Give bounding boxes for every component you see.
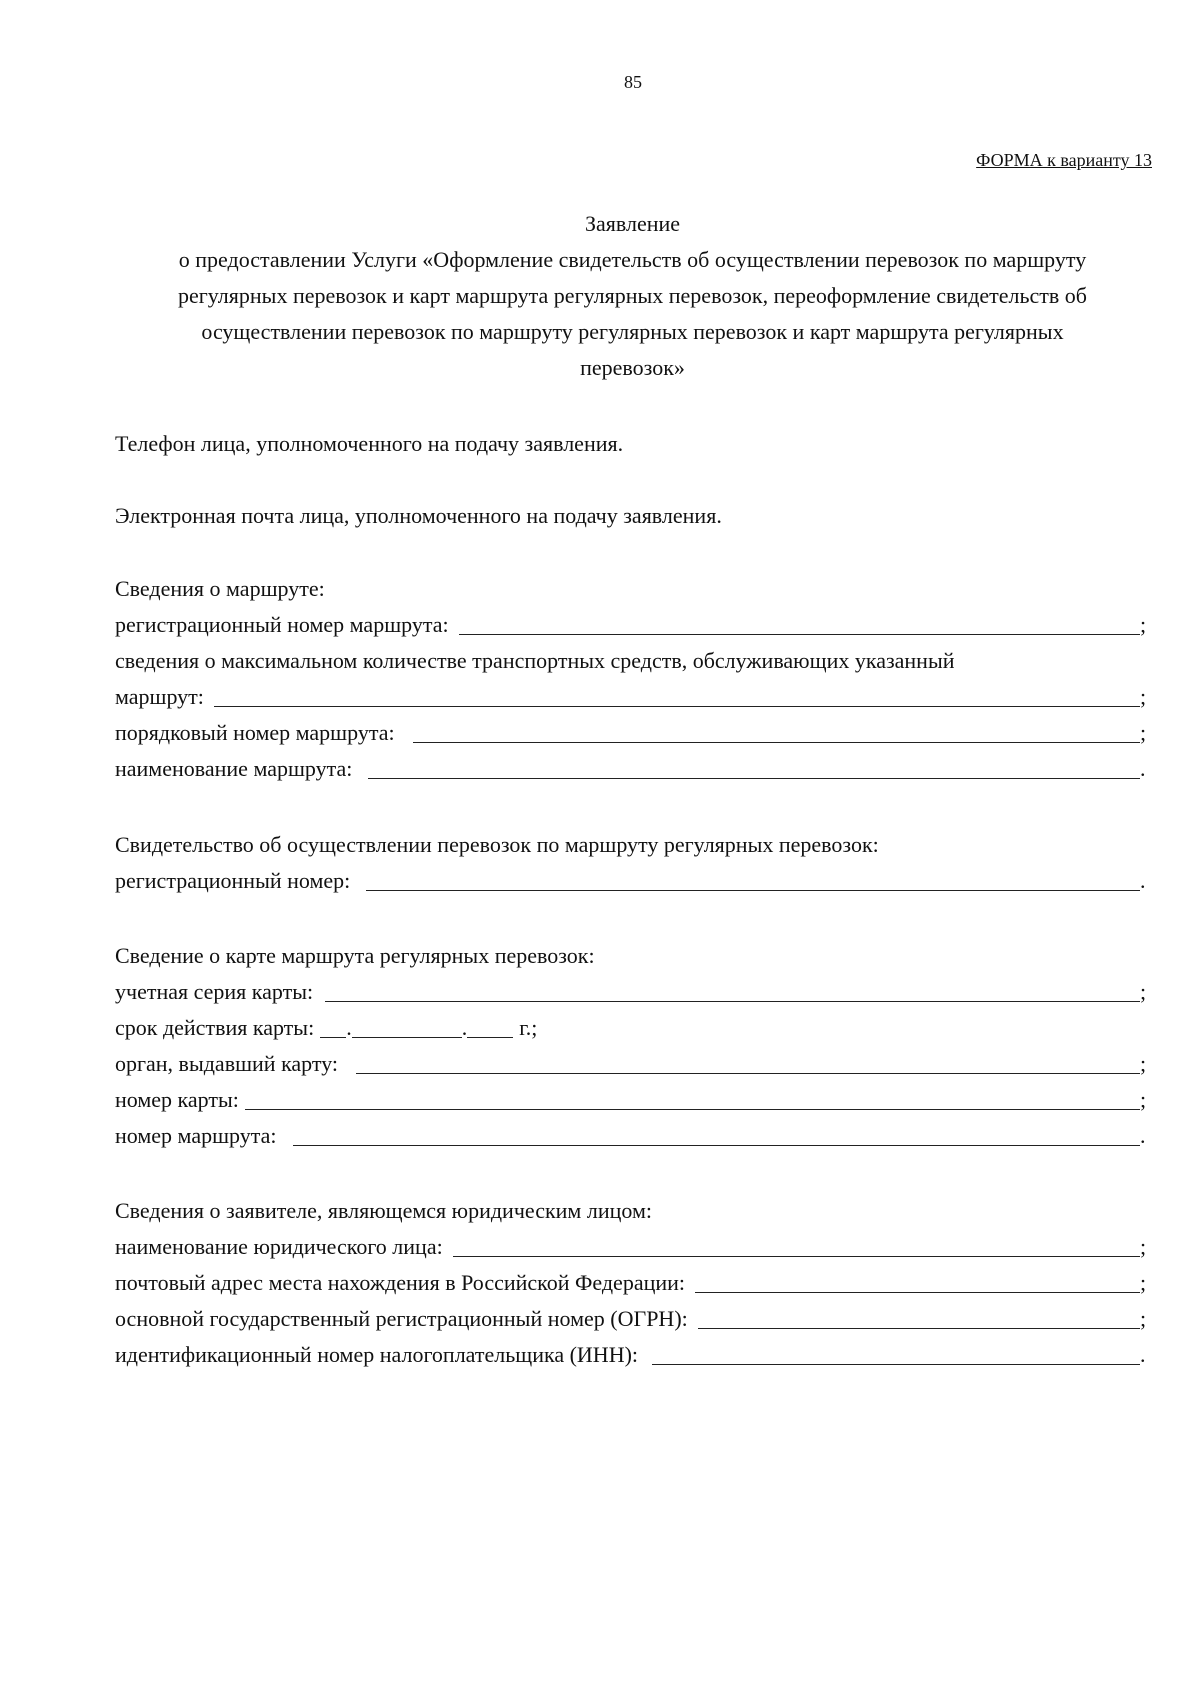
certificate-reg-number-label: регистрационный номер:: [115, 868, 351, 893]
route-name-field[interactable]: [368, 778, 1140, 779]
card-issuer-label: орган, выдавший карту:: [115, 1051, 339, 1076]
max-vehicles-label: сведения о максимальном количестве транспортных средств, обслуживающих указанный: [115, 648, 955, 673]
semicolon: ;: [1140, 720, 1147, 745]
semicolon: ;: [1140, 1087, 1147, 1112]
heading-line: осуществлении перевозок по маршруту регулярных перевозок и карт маршрута регулярных: [201, 319, 1064, 344]
route-seq-number-field[interactable]: [413, 742, 1140, 743]
applicant-section-title: Сведения о заявителе, являющемся юридическим лицом:: [115, 1198, 652, 1223]
card-validity-suffix: г.;: [519, 1015, 538, 1040]
card-validity-row: [115, 1010, 1150, 1046]
card-series-label: учетная серия карты:: [115, 979, 314, 1004]
route-section-title: Сведения о маршруте:: [115, 576, 325, 601]
route-seq-number-row: [115, 715, 1150, 751]
card-route-number-row: [115, 1118, 1150, 1154]
semicolon: ;: [1140, 1234, 1147, 1259]
card-route-number-field[interactable]: [293, 1145, 1141, 1146]
date-separator: .: [346, 1015, 352, 1040]
page-number: 85: [624, 72, 642, 92]
semicolon: ;: [1140, 612, 1147, 637]
route-reg-number-label: регистрационный номер маршрута:: [115, 612, 449, 637]
applicant-inn-row: [115, 1337, 1150, 1373]
card-route-number-label: номер маршрута:: [115, 1123, 277, 1148]
semicolon: ;: [1140, 979, 1147, 1004]
card-validity-day-field[interactable]: [320, 1037, 346, 1038]
applicant-name-field[interactable]: [453, 1256, 1140, 1257]
applicant-name-label: наименование юридического лица:: [115, 1234, 443, 1259]
certificate-reg-number-row: [115, 863, 1150, 899]
applicant-inn-field[interactable]: [652, 1364, 1140, 1365]
certificate-section-title: Свидетельство об осуществлении перевозок по маршруту регулярных перевозок:: [115, 832, 879, 857]
route-name-row: [115, 751, 1150, 787]
route-name-label: наименование маршрута:: [115, 756, 353, 781]
route-reg-number-row: [115, 607, 1150, 643]
heading-line: регулярных перевозок и карт маршрута регулярных перевозок, переоформление свидетельств об: [177, 283, 1087, 308]
date-separator: .: [461, 1015, 468, 1040]
max-vehicles-row: [115, 679, 1150, 715]
route-seq-number-label: порядковый номер маршрута:: [115, 720, 395, 745]
applicant-ogrn-label: основной государственный регистрационный номер (ОГРН):: [115, 1306, 688, 1331]
period: .: [1140, 1342, 1146, 1367]
semicolon: ;: [1140, 1051, 1147, 1076]
card-validity-year-field[interactable]: [467, 1037, 513, 1038]
semicolon: ;: [1140, 684, 1147, 709]
applicant-ogrn-field[interactable]: [698, 1328, 1140, 1329]
applicant-name-row: [115, 1229, 1150, 1265]
card-validity-label: срок действия карты:: [115, 1015, 315, 1040]
max-vehicles-field[interactable]: [214, 706, 1140, 707]
period: .: [1140, 868, 1146, 893]
card-validity-month-field[interactable]: [352, 1037, 462, 1038]
period: .: [1140, 756, 1146, 781]
document-heading: [115, 206, 1150, 386]
certificate-reg-number-field[interactable]: [366, 890, 1140, 891]
email-line: Электронная почта лица, уполномоченного на подачу заявления.: [115, 503, 722, 528]
form-label: ФОРМА к варианту 13: [976, 150, 1152, 170]
card-section-title: Сведение о карте маршрута регулярных перевозок:: [115, 943, 595, 968]
semicolon: ;: [1140, 1306, 1147, 1331]
applicant-address-label: почтовый адрес места нахождения в Российской Федерации:: [115, 1270, 686, 1295]
card-number-row: [115, 1082, 1150, 1118]
route-reg-number-field[interactable]: [459, 634, 1140, 635]
period: .: [1140, 1123, 1146, 1148]
semicolon: ;: [1140, 1270, 1147, 1295]
card-issuer-field[interactable]: [356, 1073, 1140, 1074]
applicant-address-row: [115, 1265, 1150, 1301]
heading-line: перевозок»: [580, 355, 685, 380]
card-issuer-row: [115, 1046, 1150, 1082]
heading-line: о предоставлении Услуги «Оформление свидетельств об осуществлении перевозок по маршруту: [178, 247, 1087, 272]
card-number-field[interactable]: [245, 1109, 1140, 1110]
applicant-inn-label: идентификационный номер налогоплательщика (ИНН):: [115, 1342, 639, 1367]
applicant-ogrn-row: [115, 1301, 1150, 1337]
document-title: Заявление: [584, 211, 681, 236]
route-label: маршрут:: [115, 684, 204, 709]
card-number-label: номер карты:: [115, 1087, 239, 1112]
card-series-field[interactable]: [325, 1001, 1140, 1002]
applicant-address-field[interactable]: [695, 1292, 1140, 1293]
card-series-row: [115, 974, 1150, 1010]
phone-line: Телефон лица, уполномоченного на подачу заявления.: [115, 431, 624, 456]
